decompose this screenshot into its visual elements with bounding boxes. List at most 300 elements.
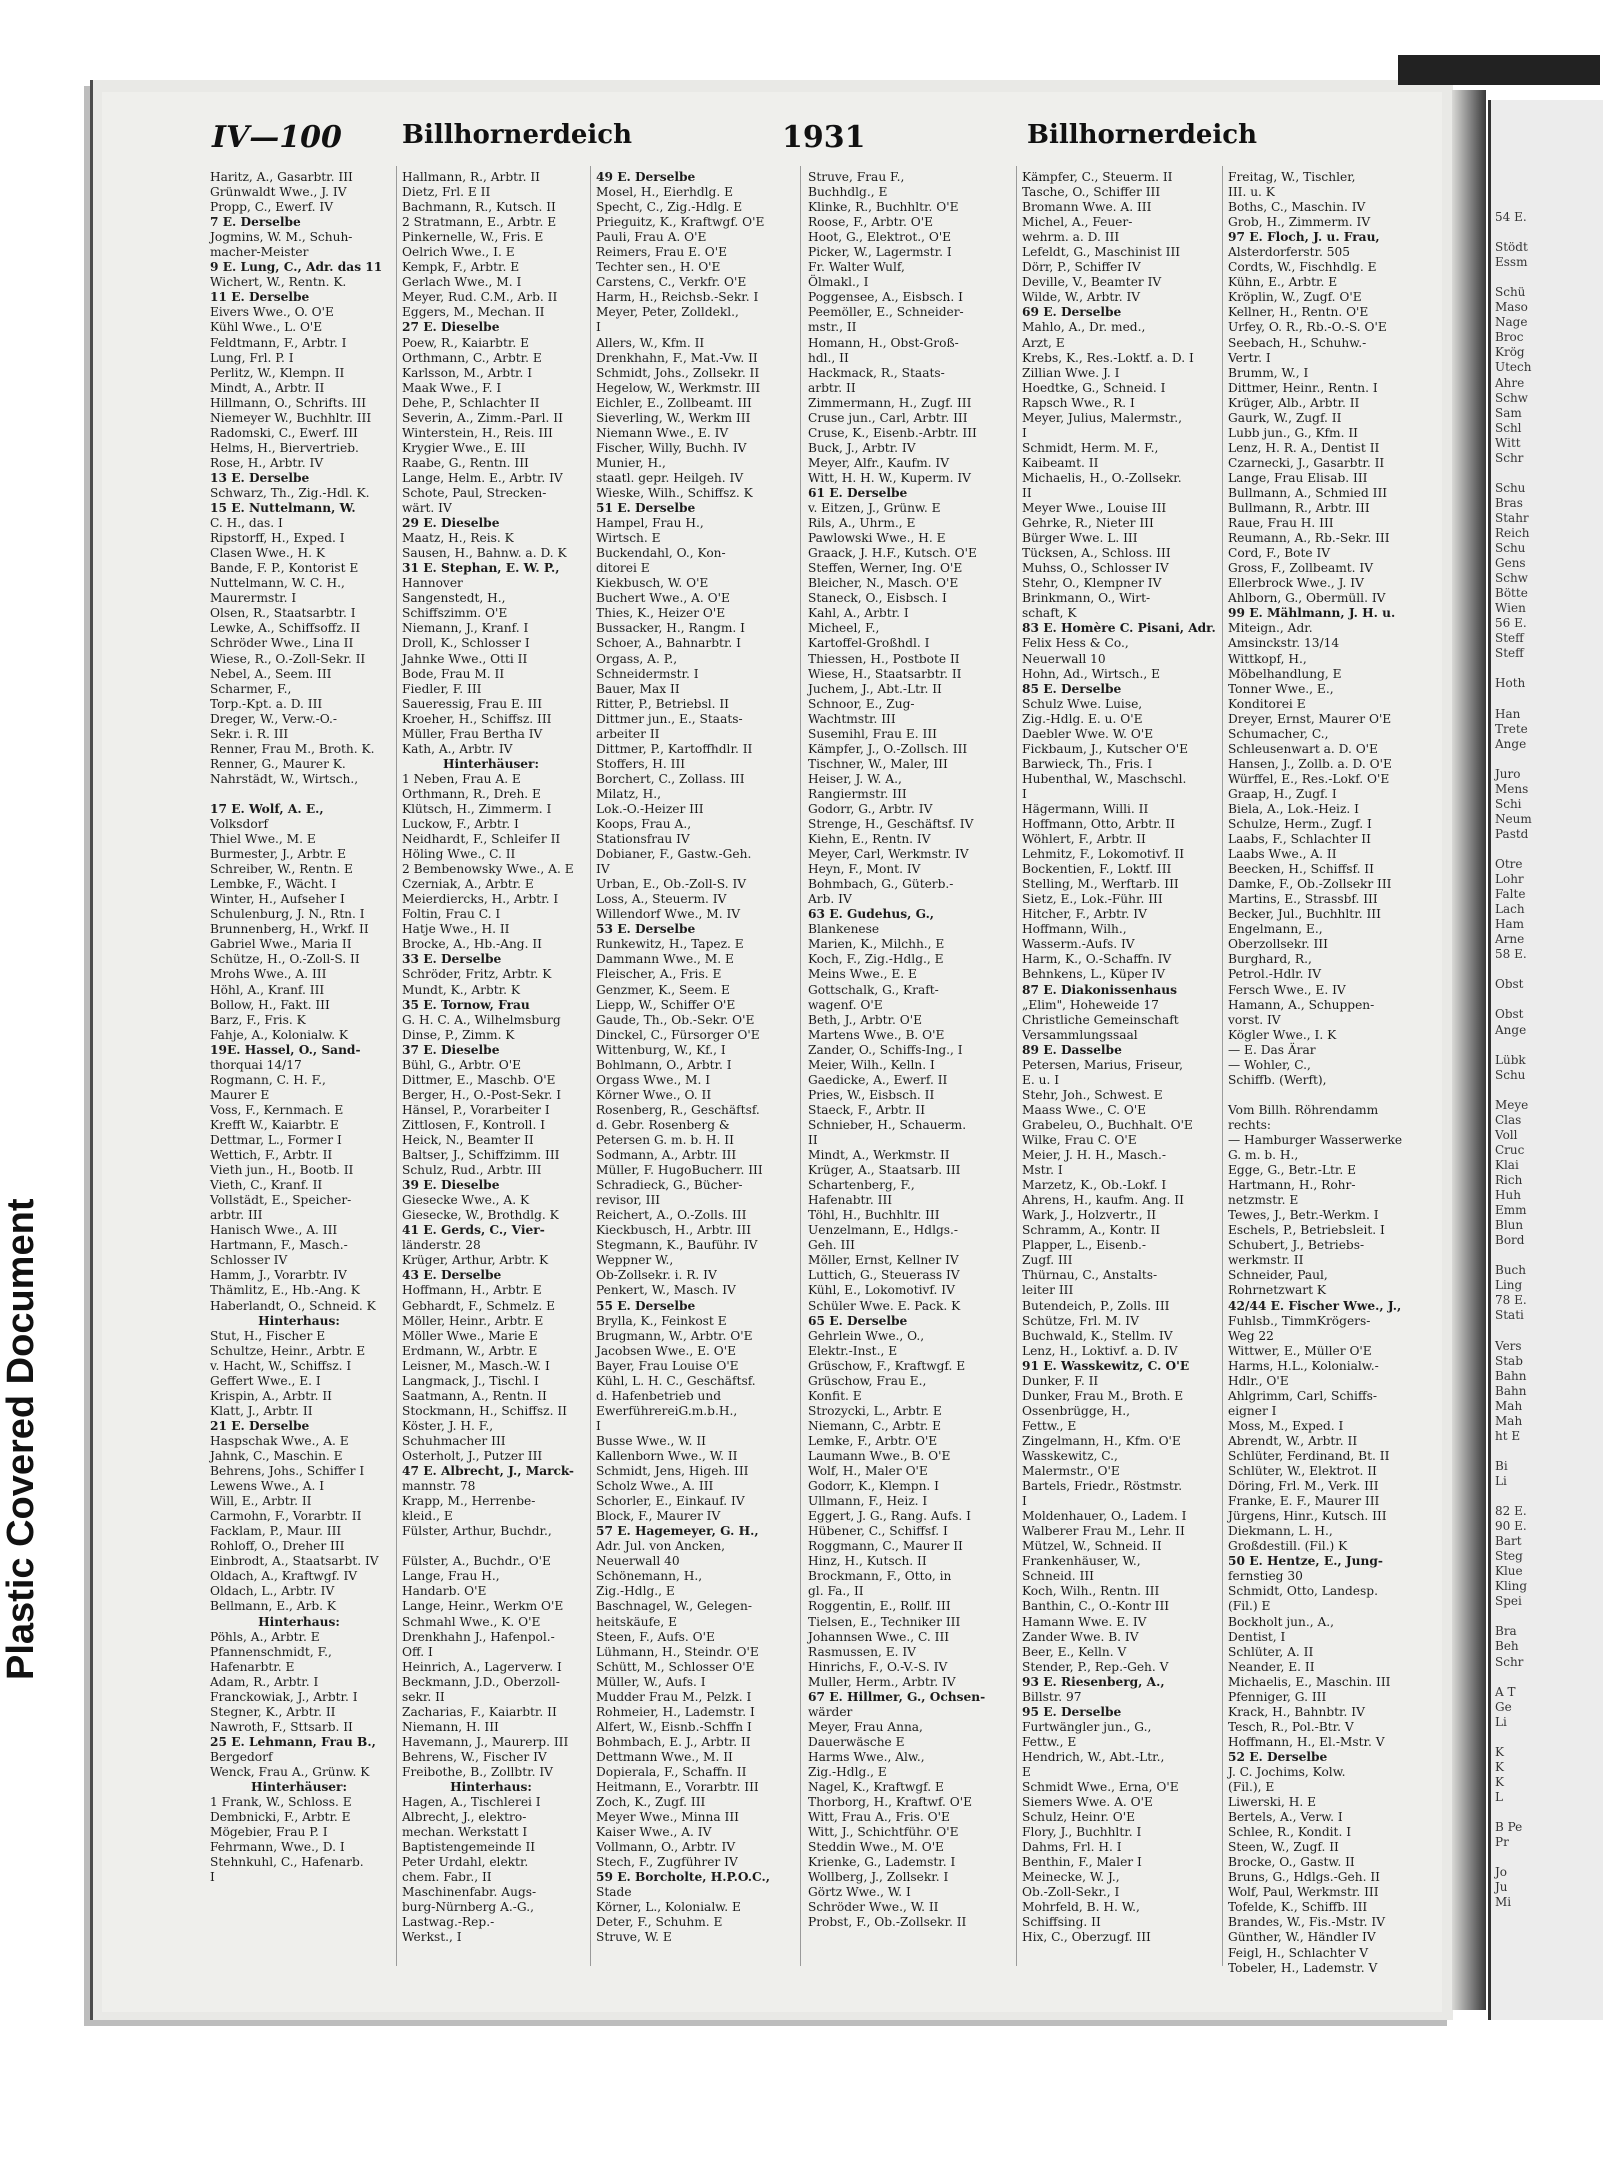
- directory-entry: Bachmann, R., Kutsch. II: [402, 200, 556, 215]
- directory-entry: Runkewitz, H., Tapez. E: [596, 937, 744, 952]
- directory-entry: Hallmann, R., Arbtr. II: [402, 170, 540, 184]
- directory-entry: Lembke, F., Wächt. I: [210, 877, 337, 892]
- directory-column-3: [596, 170, 780, 1960]
- directory-entry: Witt, J., Schichtführ. O'E: [808, 1825, 959, 1840]
- directory-entry: Hannover: [402, 576, 463, 591]
- directory-entry: 9 E. Lung, C., Adr. das 11: [210, 260, 383, 275]
- directory-entry: Hoffmann, Otto, Arbtr. II: [1022, 817, 1175, 832]
- directory-entry: Tonner Wwe., E.,: [1228, 681, 1334, 696]
- directory-entry: Schulz, Rud., Arbtr. III: [402, 1163, 542, 1178]
- directory-entry: Fersch Wwe., E. IV: [1228, 982, 1346, 997]
- directory-entry: arbeiter II: [596, 726, 660, 741]
- directory-entry: Stegmann, K., Bauführ. IV: [596, 1238, 758, 1253]
- directory-entry: Wollberg, J., Zollsekr. I: [808, 1870, 949, 1885]
- directory-entry: d. Hafenbetrieb und: [596, 1388, 722, 1403]
- directory-entry: Hendrich, W., Abt.-Ltr.,: [1022, 1749, 1165, 1764]
- directory-entry: Malermstr., O'E: [1022, 1464, 1120, 1479]
- directory-entry: Bürger Wwe. L. III: [1022, 531, 1138, 546]
- directory-entry: Hamm, J., Vorarbtr. IV: [210, 1268, 347, 1283]
- directory-entry: 67 E. Hillmer, G., Ochsen-: [808, 1689, 986, 1704]
- directory-entry: Krebs, K., Res.-Loktf. a. D. I: [1022, 350, 1194, 365]
- directory-entry: Weppner W.,: [596, 1253, 674, 1268]
- directory-entry: Kühl Wwe., L. O'E: [210, 320, 323, 335]
- directory-entry: Gehrke, R., Nieter III: [1022, 516, 1154, 531]
- directory-entry: Renner, G., Maurer K.: [210, 756, 346, 771]
- directory-entry: Schneider, Paul,: [1228, 1268, 1328, 1283]
- directory-entry: Schuhmacher III: [402, 1433, 506, 1448]
- directory-entry: Baltser, J., Schiffzimm. III: [402, 1148, 560, 1163]
- directory-entry: Thiel Wwe., M. E: [210, 832, 316, 847]
- directory-entry: thorquai 14/17: [210, 1057, 302, 1072]
- directory-entry: Lemke, F., Arbtr. O'E: [808, 1433, 938, 1448]
- directory-entry: Kartoffel-Großhdl. I: [808, 636, 930, 651]
- directory-entry: Genzmer, K., Seem. E: [596, 982, 730, 997]
- directory-entry: staatl. gepr. Heilgeh. IV: [596, 470, 744, 485]
- directory-entry: Marzetz, K., Ob.-Lokf. I: [1022, 1178, 1167, 1193]
- directory-entry: Schmidt Wwe., Erna, O'E: [1022, 1780, 1179, 1795]
- directory-entry: Kämpfer, C., Steuerm. II: [1022, 170, 1173, 184]
- directory-entry: chem. Fabr., II: [402, 1870, 492, 1885]
- directory-entry: Zoch, K., Zugf. III: [596, 1795, 706, 1810]
- directory-entry: 97 E. Floch, J. u. Frau,: [1228, 230, 1380, 245]
- directory-entry: Brumm, W., I: [1228, 365, 1309, 380]
- directory-entry: Staeck, F., Arbtr. II: [808, 1102, 926, 1117]
- directory-entry: Uenzelmann, E., Hdlgs.-: [808, 1223, 959, 1238]
- directory-entry: Graack, J. H.F., Kutsch. O'E: [808, 546, 977, 561]
- directory-entry: Krienke, G., Lademstr. I: [808, 1855, 956, 1870]
- directory-entry: Helms, H., Biervertrieb.: [210, 440, 359, 455]
- directory-entry: Meyer, Peter, Zolldekl.,: [596, 305, 739, 320]
- directory-entry: Lefeldt, G., Maschinist III: [1022, 245, 1181, 260]
- directory-entry: Mützel, W., Schneid. II: [1022, 1539, 1162, 1554]
- directory-entry: Mstr. I: [1022, 1163, 1063, 1178]
- directory-entry: Cord, F., Bote IV: [1228, 546, 1331, 561]
- directory-entry: Wachtmstr. III: [808, 711, 896, 726]
- directory-entry: Raue, Frau H. III: [1228, 516, 1334, 531]
- directory-entry: Hübener, C., Schiffsf. I: [808, 1524, 948, 1539]
- directory-entry: Winterstein, H., Reis. III: [402, 425, 553, 440]
- street-name-left: Billhornerdeich: [402, 120, 633, 150]
- directory-entry: Witt, Frau A., Fris. O'E: [808, 1810, 950, 1825]
- directory-entry: 95 E. Derselbe: [1022, 1704, 1122, 1719]
- directory-entry: Lange, Frau Elisab. III: [1228, 470, 1368, 485]
- directory-entry: revisor, III: [596, 1193, 661, 1208]
- directory-entry: Dettmar, L., Former I: [210, 1133, 342, 1147]
- directory-entry: Erdmann, W., Arbtr. E: [402, 1343, 538, 1358]
- directory-entry: Oldach, A., Kraftwgf. IV: [210, 1569, 358, 1584]
- directory-entry: Schröder Wwe., W. II: [808, 1900, 939, 1915]
- directory-entry: Orgass, A. P.,: [596, 651, 678, 666]
- directory-entry: Seebach, H., Schuhw.-: [1228, 335, 1367, 350]
- directory-entry: Hafenarbtr. E: [210, 1659, 295, 1674]
- directory-column-2: [402, 170, 580, 1960]
- directory-entry: Beth, J., Arbtr. O'E: [808, 1012, 923, 1027]
- directory-entry: Stehr, Joh., Schwest. E: [1022, 1087, 1163, 1102]
- directory-entry: Steddin Wwe., M. O'E: [808, 1840, 944, 1855]
- directory-entry: Rohloff, O., Dreher III: [210, 1539, 345, 1554]
- directory-entry: Dopierala, F., Schaffn. II: [596, 1764, 747, 1779]
- directory-entry: leiter III: [1022, 1283, 1074, 1298]
- directory-entry: Probst, F., Ob.-Zollsekr. II: [808, 1915, 967, 1930]
- directory-entry: [210, 787, 388, 802]
- directory-entry: Lastwag.-Rep.-: [402, 1915, 495, 1930]
- directory-entry: Ullmann, F., Heiz. I: [808, 1494, 928, 1509]
- directory-entry: Maak Wwe., F. I: [402, 380, 502, 395]
- directory-entry: Feldtmann, F., Arbtr. I: [210, 335, 347, 350]
- directory-entry: Schlee, R., Kondit. I: [1228, 1825, 1352, 1840]
- directory-entry: Meyer, Julius, Malermstr.,: [1022, 410, 1183, 425]
- directory-entry: Dittmer, Heinr., Rentn. I: [1228, 380, 1378, 395]
- directory-entry: Burghard, R.,: [1228, 952, 1312, 967]
- directory-entry: Heinrich, A., Lagerverw. I: [402, 1659, 562, 1674]
- directory-entry: Hinterhäuser:: [443, 756, 539, 771]
- directory-entry: Buchwald, K., Stellm. IV: [1022, 1328, 1173, 1343]
- directory-entry: Klinke, R., Buchhltr. O'E: [808, 200, 959, 215]
- directory-entry: Günther, W., Händler IV: [1228, 1930, 1376, 1945]
- directory-entry: schaft, K: [1022, 606, 1077, 621]
- directory-entry: Vieth, C., Kranf. II: [210, 1178, 323, 1193]
- directory-entry: Engelmann, E.,: [1228, 922, 1323, 937]
- directory-entry: Behrens, Johs., Schiffer I: [210, 1464, 365, 1479]
- directory-entry: Höling Wwe., C. II: [402, 847, 516, 862]
- directory-entry: Fülster, Arthur, Buchdr.,: [402, 1524, 552, 1539]
- directory-entry: Stockmann, H., Schiffsz. II: [402, 1403, 567, 1418]
- directory-entry: Laumann Wwe., B. O'E: [808, 1448, 951, 1463]
- directory-entry: Liepp, W., Schiffer O'E: [596, 997, 736, 1012]
- directory-entry: Körner, L., Kolonialw. E: [596, 1900, 741, 1915]
- directory-entry: 93 E. Riesenberg, A.,: [1022, 1674, 1165, 1689]
- directory-entry: Wilke, Frau C. O'E: [1022, 1133, 1137, 1147]
- directory-entry: Banthin, C., O.-Kontr III: [1022, 1599, 1170, 1614]
- directory-entry: Droll, K., Schlosser I: [402, 636, 530, 651]
- directory-entry: Picker, W., Lagermstr. I: [808, 245, 952, 260]
- directory-entry: Moss, M., Exped. I: [1228, 1418, 1344, 1433]
- directory-entry: Orgass Wwe., M. I: [596, 1072, 711, 1087]
- directory-entry: 59 E. Borcholte, H.P.O.C.,: [596, 1870, 771, 1885]
- directory-entry: Schütze, Frl. M. IV: [1022, 1313, 1139, 1328]
- directory-entry: Gross, F., Zollbeamt. IV: [1228, 561, 1374, 576]
- directory-entry: Handarb. O'E: [402, 1584, 487, 1599]
- directory-entry: Staneck, O., Eisbsch. I: [808, 591, 947, 606]
- directory-entry: Gerlach Wwe., M. I: [402, 275, 522, 290]
- directory-entry: Off. I: [402, 1644, 433, 1659]
- directory-entry: Harms, H.L., Kolonialw.-: [1228, 1358, 1379, 1373]
- directory-entry: Haspschak Wwe., A. E: [210, 1433, 349, 1448]
- directory-entry: [402, 1539, 580, 1554]
- directory-entry: Hoedtke, G., Schneid. I: [1022, 380, 1166, 395]
- directory-entry: C. H., das. I: [210, 516, 283, 531]
- directory-entry: Meyer, Alfr., Kaufm. IV: [808, 455, 949, 470]
- directory-entry: Milatz, H.,: [596, 786, 661, 801]
- directory-entry: Maschinenfabr. Augs-: [402, 1885, 537, 1900]
- directory-entry: Hinterhaus:: [450, 1780, 532, 1795]
- directory-entry: Bauer, Max II: [596, 681, 680, 696]
- directory-entry: macher-Meister: [210, 245, 309, 260]
- directory-entry: Specht, C., Zig.-Hdlg. E: [596, 200, 743, 215]
- directory-entry: wagenf. O'E: [808, 997, 883, 1012]
- directory-entry: Eschels, P., Betriebsleit. I: [1228, 1223, 1385, 1238]
- directory-entry: Hoffmann, Wilh.,: [1022, 922, 1127, 937]
- directory-entry: Pfenniger, G. III: [1228, 1689, 1327, 1704]
- directory-entry: Kühl, L. H. C., Geschäftsf.: [596, 1373, 756, 1388]
- directory-entry: Saueressig, Frau E. III: [402, 696, 543, 711]
- directory-column-4: [808, 170, 1004, 1960]
- directory-entry: II: [1022, 485, 1032, 500]
- directory-entry: Bohmbach, G., Güterb.-: [808, 877, 954, 892]
- directory-entry: 91 E. Wasskewitz, C. O'E: [1022, 1358, 1190, 1373]
- directory-entry: 41 E. Gerds, C., Vier-: [402, 1223, 545, 1238]
- directory-entry: Niemann, J., Kranf. I: [402, 621, 529, 636]
- directory-entry: Martins, E., Strassbf. III: [1228, 892, 1378, 907]
- directory-entry: Tewes, J., Betr.-Werkm. I: [1228, 1208, 1379, 1223]
- directory-entry: Billstr. 97: [1022, 1689, 1082, 1704]
- directory-entry: Zittlosen, F., Kontroll. I: [402, 1117, 546, 1132]
- directory-entry: Grüschow, Frau E.,: [808, 1373, 927, 1388]
- directory-entry: Jacobsen Wwe., E. O'E: [596, 1343, 736, 1358]
- directory-entry: Buchert Wwe., A. O'E: [596, 591, 730, 606]
- directory-entry: Urfey, O. R., Rb.-O.-S. O'E: [1228, 320, 1387, 335]
- directory-entry: Maurer E: [210, 1087, 270, 1102]
- directory-entry: Zander, O., Schiffs-Ing., I: [808, 1042, 963, 1057]
- directory-entry: 31 E. Stephan, E. W. P.,: [402, 561, 560, 576]
- directory-entry: Carmohn, F., Vorarbtr. II: [210, 1509, 362, 1524]
- directory-entry: Meins Wwe., E. E: [808, 967, 917, 982]
- directory-entry: Rohrnetzwart K: [1228, 1283, 1326, 1298]
- directory-entry: EwerführereiG.m.b.H.,: [596, 1403, 738, 1418]
- directory-entry: eigner I: [1228, 1403, 1277, 1418]
- directory-entry: Hinterhaus:: [258, 1614, 340, 1629]
- directory-entry: Gaurk, W., Zugf. II: [1228, 410, 1342, 425]
- directory-entry: Witt, H. H. W., Kuperm. IV: [808, 470, 971, 485]
- directory-entry: Tücksen, A., Schloss. III: [1022, 546, 1171, 561]
- directory-entry: Oldach, L., Arbtr. IV: [210, 1584, 335, 1599]
- directory-entry: arbtr. II: [808, 380, 856, 395]
- directory-entry: länderstr. 28: [402, 1238, 481, 1253]
- directory-entry: ditorei E: [596, 561, 650, 576]
- directory-entry: Hamann, A., Schuppen-: [1228, 997, 1375, 1012]
- directory-entry: Thiessen, H., Postbote II: [808, 651, 960, 666]
- directory-entry: Zillian Wwe. J. I: [1022, 365, 1120, 380]
- directory-column-5: [1022, 170, 1216, 1960]
- directory-entry: Benthin, F., Maler I: [1022, 1855, 1142, 1870]
- directory-entry: Arb. IV: [808, 892, 852, 907]
- directory-entry: Hagen, A., Tischlerei I: [402, 1795, 541, 1810]
- directory-entry: Kühn, E., Arbtr. E: [1228, 275, 1338, 290]
- directory-entry: Behnkens, L., Küper IV: [1022, 967, 1166, 982]
- directory-entry: 69 E. Derselbe: [1022, 305, 1122, 320]
- directory-entry: Laabs Wwe., A. II: [1228, 847, 1337, 862]
- directory-entry: Reichert, A., O.-Zolls. III: [596, 1208, 747, 1223]
- directory-entry: Allers, W., Kfm. II: [596, 335, 705, 350]
- directory-entry: Versammlungssaal: [1022, 1027, 1138, 1042]
- directory-entry: Krüger, Alb., Arbtr. II: [1228, 395, 1360, 410]
- directory-entry: Dörr, P., Schiffer IV: [1022, 260, 1141, 275]
- directory-entry: Konditorei E: [1228, 696, 1306, 711]
- directory-entry: Dunker, Frau M., Broth. E: [1022, 1388, 1184, 1403]
- directory-entry: Zig.-Hdlg. E. u. O'E: [1022, 711, 1143, 726]
- directory-entry: Bullmann, A., Schmied III: [1228, 485, 1388, 500]
- directory-entry: Bartels, Friedr., Röstmstr.: [1022, 1479, 1183, 1494]
- directory-entry: Gabriel Wwe., Maria II: [210, 937, 352, 952]
- directory-entry: 57 E. Hagemeyer, G. H.,: [596, 1524, 759, 1539]
- directory-entry: Schiffb. (Werft),: [1228, 1072, 1327, 1087]
- directory-entry: 11 E. Derselbe: [210, 290, 310, 305]
- directory-entry: 51 E. Derselbe: [596, 501, 696, 516]
- directory-entry: Tofelde, K., Schiffb. III: [1228, 1900, 1368, 1915]
- directory-entry: Fettw., E: [1022, 1734, 1077, 1749]
- directory-entry: Lung, Frl. P. I: [210, 350, 294, 365]
- directory-entry: Kiehn, E., Rentn. IV: [808, 832, 931, 847]
- directory-entry: Dobianer, F., Gastw.-Geh.: [596, 847, 752, 862]
- directory-entry: Kämpfer, J., O.-Zollsch. III: [808, 741, 968, 756]
- directory-entry: Grüschow, F., Kraftwgf. E: [808, 1358, 966, 1373]
- directory-entry: Hackmack, R., Staats-: [808, 365, 945, 380]
- directory-entry: Wiese, H., Staatsarbtr. II: [808, 666, 962, 681]
- directory-entry: Facklam, P., Maur. III: [210, 1524, 342, 1539]
- directory-entry: Loss, A., Steuerm. IV: [596, 892, 727, 907]
- book-gutter: [1452, 90, 1486, 2010]
- directory-entry: 13 E. Derselbe: [210, 470, 310, 485]
- directory-entry: Kroeher, H., Schiffsz. III: [402, 711, 552, 726]
- directory-entry: Koch, F., Zig.-Hdlg., E: [808, 952, 944, 967]
- directory-entry: Schramm, A., Kontr. II: [1022, 1223, 1161, 1238]
- directory-entry: Döring, Frl. M., Verk. III: [1228, 1479, 1379, 1494]
- directory-entry: Kaiser Wwe., A. IV: [596, 1825, 712, 1840]
- directory-entry: kleid., E: [402, 1509, 453, 1524]
- directory-entry: 29 E. Dieselbe: [402, 516, 500, 531]
- directory-entry: Krack, H., Bahnbtr. IV: [1228, 1704, 1365, 1719]
- directory-entry: Dahms, Frl. H. I: [1022, 1840, 1122, 1855]
- directory-entry: Freitag, W., Tischler,: [1228, 170, 1356, 184]
- directory-entry: Brunnenberg, H., Wrkf. II: [210, 922, 369, 937]
- directory-entry: Harm, H., Reichsb.-Sekr. I: [596, 290, 759, 305]
- directory-entry: Stoffers, H. III: [596, 756, 686, 771]
- directory-entry: Freibothe, B., Zollbtr. IV: [402, 1764, 553, 1779]
- directory-entry: Schreiber, W., Rentn. E: [210, 862, 353, 877]
- directory-entry: Abrendt, W., Arbtr. II: [1228, 1433, 1358, 1448]
- directory-entry: Rasmussen, E. IV: [808, 1644, 916, 1659]
- column-rule: [1016, 166, 1017, 1966]
- directory-entry: Berger, H., O.-Post-Sekr. I: [402, 1087, 562, 1102]
- street-name-right: Billhornerdeich: [1027, 120, 1258, 150]
- directory-entry: Hinrichs, F., O.-V.-S. IV: [808, 1659, 948, 1674]
- directory-entry: Strozycki, L., Arbtr. E: [808, 1403, 942, 1418]
- directory-entry: III. u. K: [1228, 185, 1275, 200]
- directory-entry: Vom Billh. Röhrendamm: [1228, 1102, 1379, 1117]
- directory-entry: Petersen, Marius, Friseur,: [1022, 1057, 1184, 1072]
- directory-entry: netzmstr. E: [1228, 1193, 1299, 1208]
- directory-entry: Hegelow, W., Werkmstr. III: [596, 380, 761, 395]
- directory-entry: Bruns, G., Hdlgs.-Geh. II: [1228, 1870, 1380, 1885]
- directory-entry: Schulenburg, J. N., Rtn. I: [210, 907, 365, 922]
- directory-entry: Oelrich Wwe., I. E: [402, 245, 515, 260]
- directory-entry: Schradieck, G., Bücher-: [596, 1178, 743, 1193]
- directory-entry: Reimers, Frau E. O'E: [596, 245, 728, 260]
- directory-entry: Schönemann, H.,: [596, 1569, 703, 1584]
- directory-entry: 87 E. Diakonissenhaus: [1022, 982, 1177, 997]
- page-header: [212, 120, 1452, 164]
- directory-entry: mechan. Werkstatt I: [402, 1825, 528, 1840]
- directory-entry: Winter, H., Aufseher I: [210, 892, 345, 907]
- directory-entry: Furtwängler jun., G.,: [1022, 1719, 1152, 1734]
- directory-entry: Sangenstedt, H.,: [402, 591, 506, 606]
- directory-entry: Flory, J., Buchhltr. I: [1022, 1825, 1142, 1840]
- directory-entry: Bertels, A., Verw. I: [1228, 1810, 1343, 1825]
- directory-entry: hdl., II: [808, 350, 849, 365]
- directory-entry: Brylla, K., Feinkost E: [596, 1313, 727, 1328]
- directory-entry: Schneidermstr. I: [596, 666, 699, 681]
- directory-entry: Sieverling, W., Werkm III: [596, 410, 751, 425]
- directory-entry: Buck, J., Arbtr. IV: [808, 440, 916, 455]
- directory-entry: Neuerwall 10: [1022, 651, 1106, 666]
- directory-entry: Kaibeamt. II: [1022, 455, 1099, 470]
- directory-entry: Nuttelmann, W. C. H.,: [210, 576, 345, 591]
- directory-entry: Krispin, A., Arbtr. II: [210, 1388, 332, 1403]
- directory-entry: Voss, F., Kernmach. E: [210, 1102, 344, 1117]
- directory-entry: Scholz Wwe., A. III: [596, 1479, 714, 1494]
- directory-entry: Lehmitz, F., Lokomotivf. II: [1022, 847, 1185, 862]
- directory-entry: Dettmann Wwe., M. II: [596, 1749, 733, 1764]
- directory-entry: Lenz, H. R. A., Dentist II: [1228, 440, 1380, 455]
- directory-entry: Cruse jun., Carl, Arbtr. III: [808, 410, 968, 425]
- directory-entry: Neander, E. II: [1228, 1659, 1315, 1674]
- directory-entry: — Hamburger Wasserwerke: [1228, 1133, 1403, 1147]
- directory-entry: 25 E. Lehmann, Frau B.,: [210, 1734, 376, 1749]
- directory-entry: Amsinckstr. 13/14: [1228, 636, 1340, 651]
- directory-entry: Schmidt, Johs., Zollsekr. II: [596, 365, 760, 380]
- directory-entry: Gehrlein Wwe., O.,: [808, 1328, 925, 1343]
- directory-entry: Niemann, C., Arbtr. E: [808, 1418, 942, 1433]
- directory-entry: Barz, F., Fris. K: [210, 1012, 306, 1027]
- directory-entry: Gebhardt, F., Schmelz. E: [402, 1298, 556, 1313]
- directory-entry: Ossenbrügge, H.,: [1022, 1403, 1130, 1418]
- directory-entry: Leisner, M., Masch.-W. I: [402, 1358, 550, 1373]
- directory-entry: Heick, N., Beamter II: [402, 1133, 534, 1147]
- directory-entry: Hinterhäuser:: [251, 1780, 347, 1795]
- directory-entry: 53 E. Derselbe: [596, 922, 696, 937]
- column-rule: [800, 166, 801, 1966]
- directory-entry: Strenge, H., Geschäftsf. IV: [808, 817, 974, 832]
- directory-entry: Michaelis, E., Maschin. III: [1228, 1674, 1391, 1689]
- right-page-fragment: 54 E. Stödt Essm Schü Maso Nage Broc Krög Utech Ahre Schw Sam Schl Witt Schr Schu Bras Stahr Reich Schu Gens Schw Bötte Wien 56 E. Steff Steff Hoth Han Trete Ange Juro Mens Schi Neum Pastd Otre Lohr Falte Lach Ham Arne 58 E. Obst Obst Ange Lübk Schu Meye Clas Voll Cruc Klai Rich Huh Emm Blun Bord Buch Ling 78 E. Stati Vers Stab Bahn Bahn Mah Mah ht E Bi Li 82 E. 90 E. Bart Steg Klue Kling Spei Bra Beh Schr A T Ge Li K K K L B Pe Pr Jo Ju Mi: [1495, 210, 1532, 1910]
- directory-entry: Pauli, Frau A. O'E: [596, 230, 707, 245]
- directory-entry: Meyer, Rud. C.M., Arb. II: [402, 290, 558, 305]
- directory-entry: Krüger, A., Staatsarb. III: [808, 1163, 961, 1178]
- directory-entry: Vieth jun., H., Bootb. II: [210, 1163, 354, 1178]
- directory-entry: Muhss, O., Schlosser IV: [1022, 561, 1169, 576]
- directory-entry: Baschnagel, W., Gelegen-: [596, 1599, 752, 1614]
- directory-entry: Ahlborn, G., Obermüll. IV: [1228, 591, 1386, 606]
- directory-entry: Elektr.-Inst., E: [808, 1343, 898, 1358]
- directory-entry: 89 E. Dasselbe: [1022, 1042, 1122, 1057]
- directory-entry: Tobeler, H., Lademstr. V: [1228, 1960, 1378, 1975]
- directory-entry: vorst. IV: [1228, 1012, 1281, 1027]
- directory-entry: Bellmann, E., Arb. K: [210, 1599, 337, 1614]
- directory-entry: Ob.-Zoll-Sekr., I: [1022, 1885, 1120, 1900]
- directory-entry: Meinecke, W. J.,: [1022, 1870, 1120, 1885]
- directory-entry: Niemeyer W., Buchhltr. III: [210, 410, 372, 425]
- directory-entry: Barwieck, Th., Fris. I: [1022, 756, 1153, 771]
- directory-entry: Damke, F., Ob.-Zollsekr III: [1228, 877, 1392, 892]
- directory-entry: Giesecke, W., Brothdlg. K: [402, 1208, 559, 1223]
- side-label: Plastic Covered Document: [0, 1198, 42, 1680]
- directory-entry: Behrens, W., Fischer IV: [402, 1749, 547, 1764]
- directory-entry: Meyer, Carl, Werkmstr. IV: [808, 847, 969, 862]
- directory-entry: Busse Wwe., W. II: [596, 1433, 706, 1448]
- directory-entry: Ripstorff, H., Exped. I: [210, 531, 345, 546]
- right-page-edge: [1398, 55, 1600, 85]
- directory-entry: Brandes, W., Fis.-Mstr. IV: [1228, 1915, 1386, 1930]
